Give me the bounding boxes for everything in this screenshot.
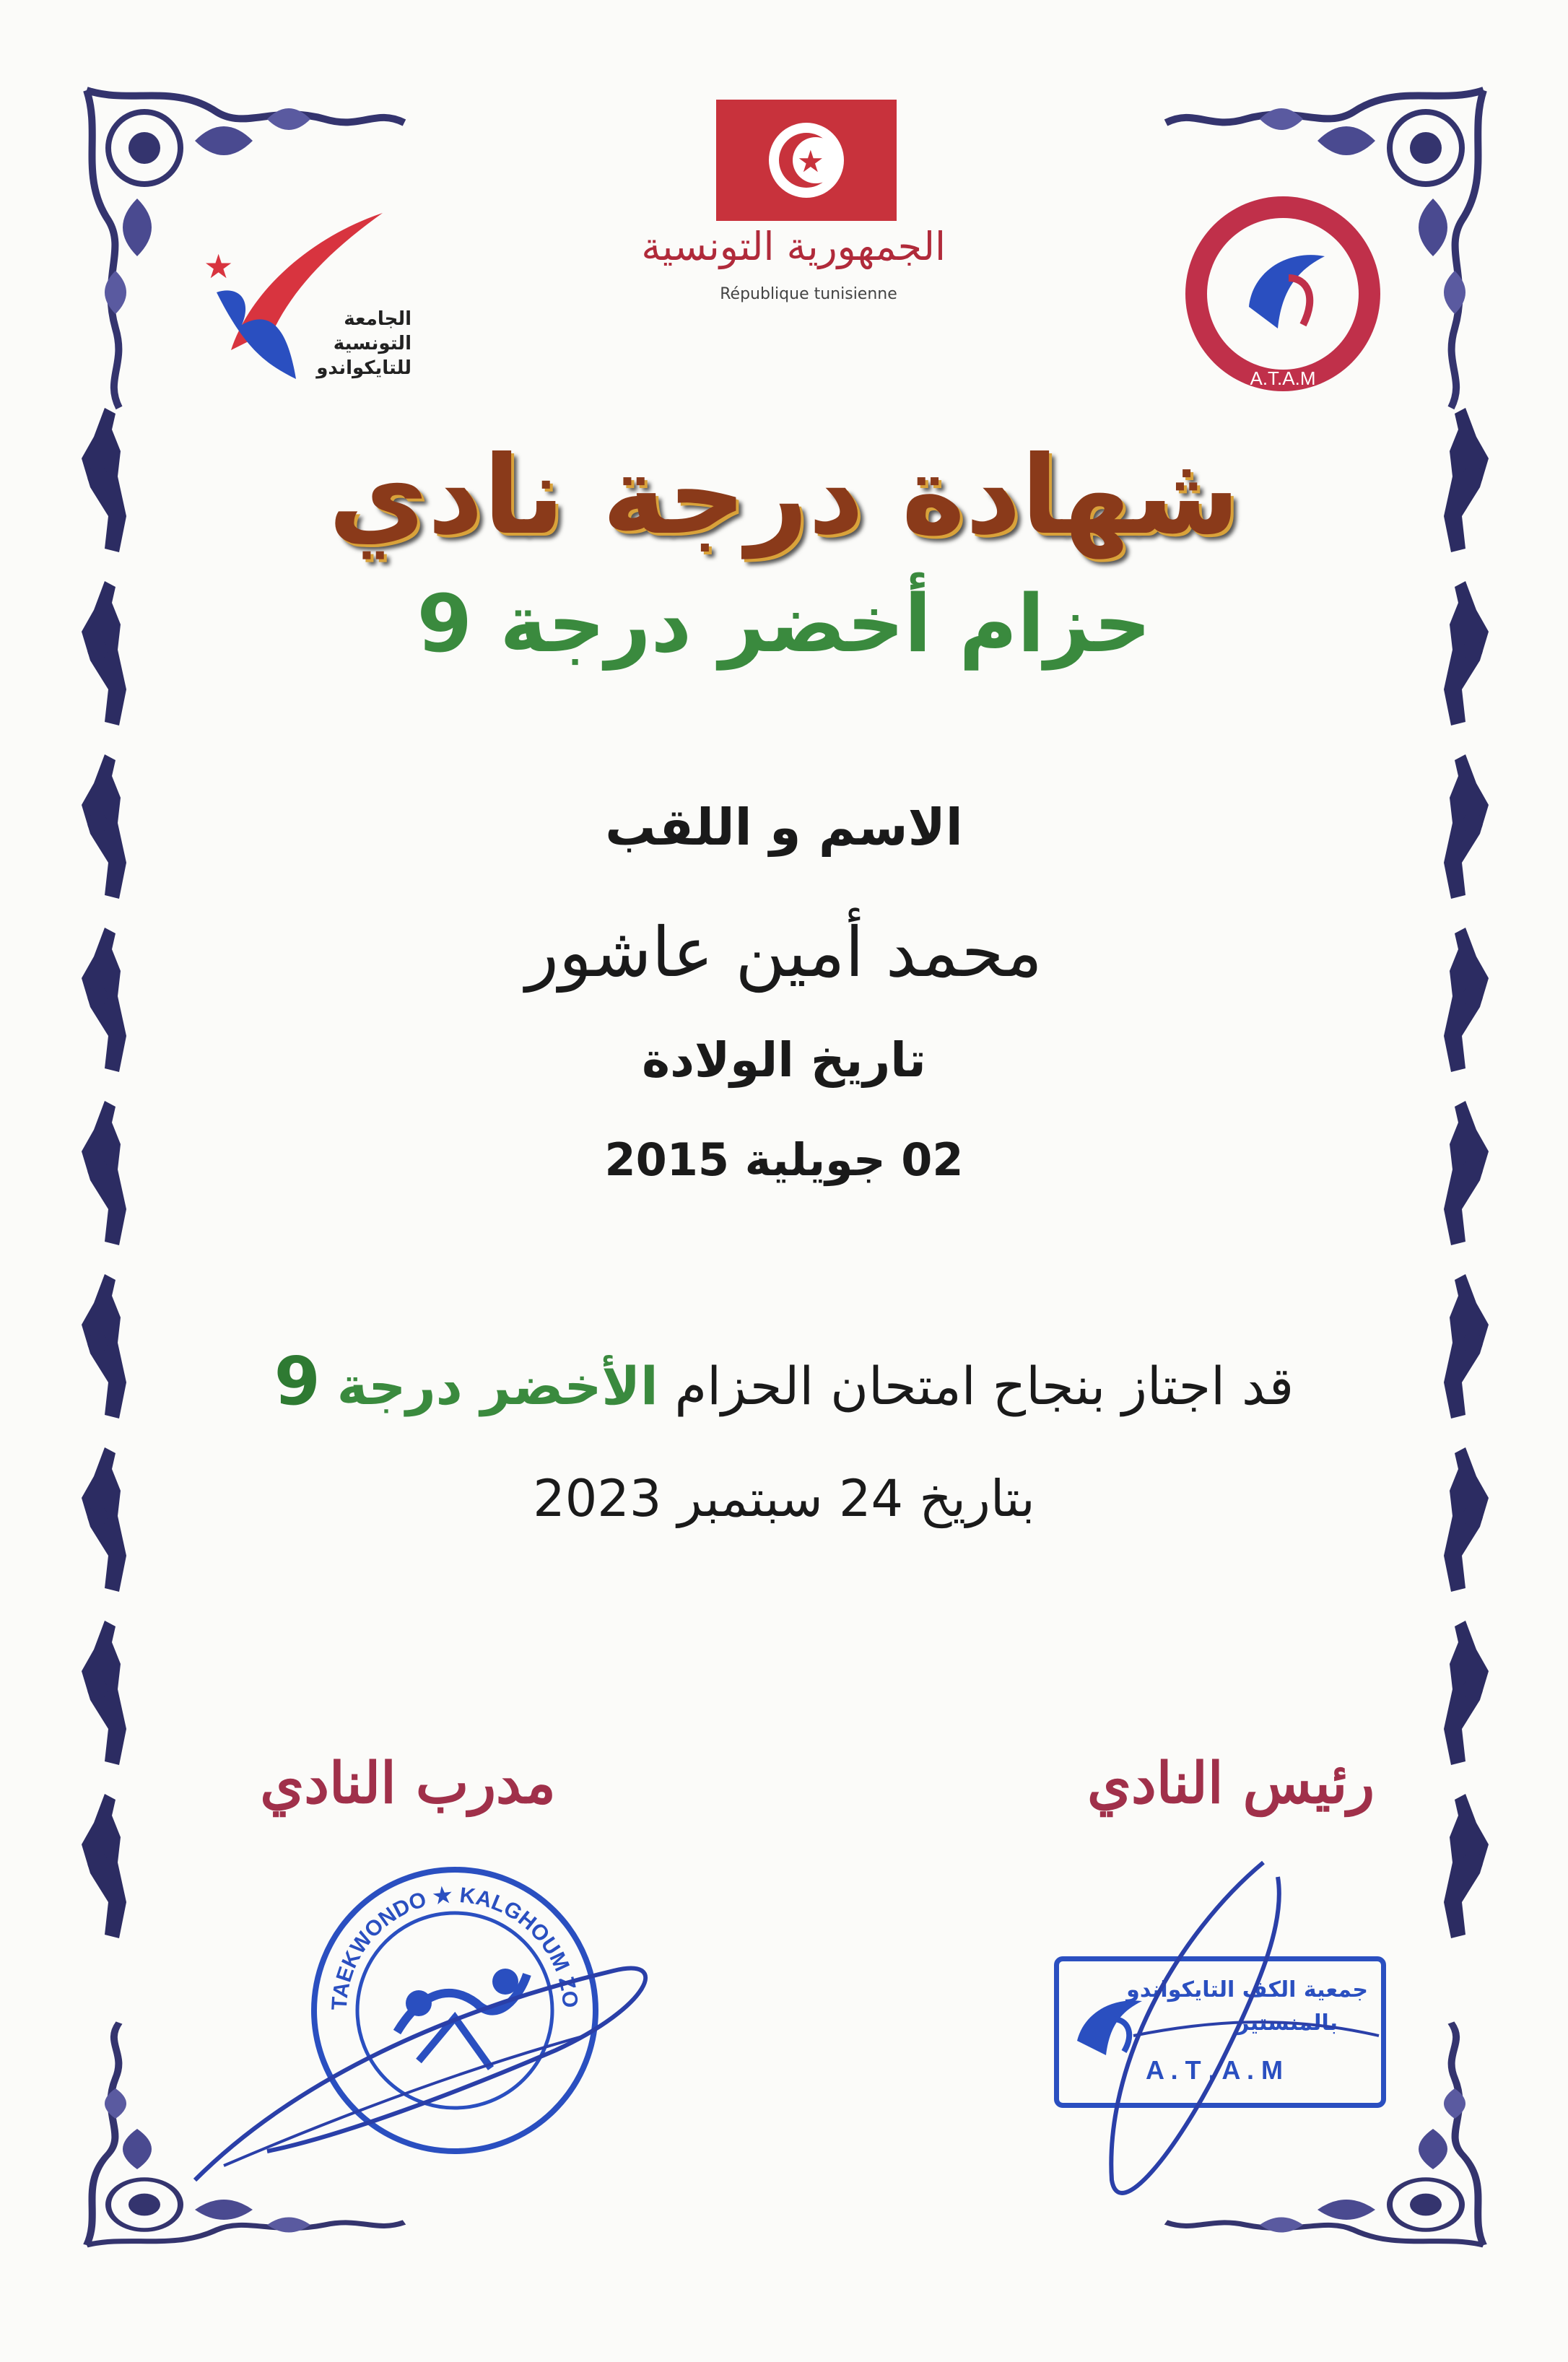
- coach-title: مدرب النادي: [260, 1751, 556, 1816]
- president-stamp-line-3: A . T . A . M: [1146, 2055, 1283, 2085]
- club-seal-emblem-icon: [1180, 191, 1386, 397]
- president-signature: [1047, 1848, 1408, 2223]
- coach-signature: [180, 1906, 686, 2209]
- exam-prefix: قد اجتاز بنجاح امتحان الحزام: [674, 1356, 1294, 1416]
- svg-text:★: ★: [797, 144, 824, 179]
- federation-name: الجامعة التونسية للتايكواندو: [316, 308, 411, 379]
- certificate-title: شهادة درجة نادي: [328, 433, 1240, 559]
- svg-text:A.T.A.M: A.T.A.M: [1250, 367, 1316, 389]
- name-label: الاسم و اللقب: [605, 798, 963, 857]
- name-value: محمد أمين عاشور: [526, 913, 1042, 993]
- exam-level: 9: [274, 1343, 321, 1420]
- president-stamp-line-1: جمعية الكف التايكواندو: [1126, 1977, 1368, 2003]
- dob-label: تاريخ الولادة: [642, 1032, 926, 1088]
- president-title: رئيس النادي: [1086, 1751, 1375, 1816]
- tunisia-flag: [716, 100, 897, 221]
- club-seal: [1180, 191, 1386, 397]
- belt-heading: حزام أخضر درجة 9: [417, 578, 1151, 670]
- exam-belt: الأخضر درجة: [336, 1356, 658, 1416]
- president-stamp-line-2: بالمنستير: [1237, 2010, 1338, 2036]
- svg-text:TAEKWONDO ★ KALGHOUM ZOUHAIER: TAEKWONDO ★ KALGHOUM ZO: [327, 1883, 583, 2011]
- dob-value: 02 جويلية 2015: [604, 1133, 964, 1186]
- exam-date: بتاريخ 24 سبتمبر 2023: [533, 1469, 1035, 1528]
- svg-text:★: ★: [204, 247, 234, 286]
- republic-name-french: République tunisienne: [720, 285, 897, 303]
- exam-statement: [0, 1343, 1568, 1420]
- crescent-star-icon: [716, 100, 897, 221]
- republic-name-arabic: الجمهورية التونسية: [641, 224, 946, 269]
